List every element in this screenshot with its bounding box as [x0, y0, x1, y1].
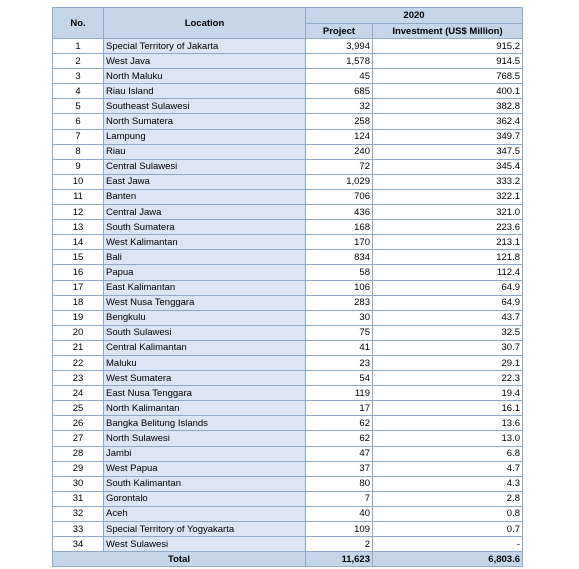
row-location: Riau — [104, 144, 306, 159]
row-location: Maluku — [104, 355, 306, 370]
row-investment: 349.7 — [373, 129, 523, 144]
table-row — [53, 280, 523, 295]
row-location: West Java — [104, 54, 306, 69]
row-location: West Nusa Tenggara — [104, 295, 306, 310]
row-number: 30 — [53, 476, 104, 491]
row-location: Bali — [104, 250, 306, 265]
header-investment: Investment (US$ Million) — [373, 24, 523, 39]
row-location: South Sulawesi — [104, 325, 306, 340]
investment-table — [52, 7, 523, 567]
row-project: 1,578 — [306, 54, 373, 69]
row-number: 25 — [53, 401, 104, 416]
row-number: 12 — [53, 205, 104, 220]
row-project: 80 — [306, 476, 373, 491]
row-investment: 0.7 — [373, 522, 523, 537]
table-row — [53, 295, 523, 310]
row-investment: 768.5 — [373, 69, 523, 84]
row-investment: 4.3 — [373, 476, 523, 491]
row-number: 21 — [53, 340, 104, 355]
table-row — [53, 144, 523, 159]
row-number: 23 — [53, 371, 104, 386]
row-location: East Kalimantan — [104, 280, 306, 295]
row-investment: 0.8 — [373, 506, 523, 521]
row-number: 31 — [53, 491, 104, 506]
table-row — [53, 446, 523, 461]
header-no: No. — [53, 8, 104, 39]
row-investment: 2.8 — [373, 491, 523, 506]
row-project: 40 — [306, 506, 373, 521]
row-number: 2 — [53, 54, 104, 69]
table-row — [53, 84, 523, 99]
row-number: 10 — [53, 174, 104, 189]
row-number: 20 — [53, 325, 104, 340]
row-investment: 347.5 — [373, 144, 523, 159]
row-location: Bangka Belitung Islands — [104, 416, 306, 431]
row-investment: 345.4 — [373, 159, 523, 174]
row-investment: 13.0 — [373, 431, 523, 446]
table-row — [53, 69, 523, 84]
row-project: 3,994 — [306, 39, 373, 54]
table-header — [53, 8, 523, 39]
row-investment: 22.3 — [373, 371, 523, 386]
row-number: 32 — [53, 506, 104, 521]
row-investment: 223.6 — [373, 220, 523, 235]
row-location: Southeast Sulawesi — [104, 99, 306, 114]
row-number: 27 — [53, 431, 104, 446]
row-number: 7 — [53, 129, 104, 144]
row-number: 4 — [53, 84, 104, 99]
row-number: 17 — [53, 280, 104, 295]
total-project: 11,623 — [306, 552, 373, 567]
row-project: 283 — [306, 295, 373, 310]
row-project: 436 — [306, 205, 373, 220]
row-investment: 19.4 — [373, 386, 523, 401]
row-location: Central Sulawesi — [104, 159, 306, 174]
row-project: 258 — [306, 114, 373, 129]
row-location: West Sumatera — [104, 371, 306, 386]
table-row — [53, 54, 523, 69]
row-number: 18 — [53, 295, 104, 310]
row-location: Gorontalo — [104, 491, 306, 506]
row-project: 41 — [306, 340, 373, 355]
row-investment: 112.4 — [373, 265, 523, 280]
table-row — [53, 431, 523, 446]
row-number: 8 — [53, 144, 104, 159]
row-location: West Papua — [104, 461, 306, 476]
row-location: North Kalimantan — [104, 401, 306, 416]
row-project: 72 — [306, 159, 373, 174]
row-number: 29 — [53, 461, 104, 476]
row-investment: 915.2 — [373, 39, 523, 54]
row-investment: 322.1 — [373, 189, 523, 204]
row-number: 1 — [53, 39, 104, 54]
row-location: Banten — [104, 189, 306, 204]
table-row — [53, 220, 523, 235]
row-number: 24 — [53, 386, 104, 401]
table-row — [53, 340, 523, 355]
row-investment: 32.5 — [373, 325, 523, 340]
table-row — [53, 386, 523, 401]
table-row — [53, 174, 523, 189]
total-label: Total — [53, 552, 306, 567]
table-row — [53, 325, 523, 340]
header-project: Project — [306, 24, 373, 39]
row-investment: 382.8 — [373, 99, 523, 114]
row-project: 706 — [306, 189, 373, 204]
row-investment: 333.2 — [373, 174, 523, 189]
row-investment: 914.5 — [373, 54, 523, 69]
row-location: Riau Island — [104, 84, 306, 99]
row-project: 124 — [306, 129, 373, 144]
row-location: Special Territory of Jakarta — [104, 39, 306, 54]
row-project: 106 — [306, 280, 373, 295]
table-row — [53, 537, 523, 552]
row-number: 34 — [53, 537, 104, 552]
row-number: 33 — [53, 522, 104, 537]
row-investment: 362.4 — [373, 114, 523, 129]
table-row — [53, 189, 523, 204]
row-project: 7 — [306, 491, 373, 506]
row-number: 22 — [53, 355, 104, 370]
row-number: 19 — [53, 310, 104, 325]
row-project: 54 — [306, 371, 373, 386]
total-row — [53, 552, 523, 567]
row-project: 32 — [306, 99, 373, 114]
row-number: 16 — [53, 265, 104, 280]
row-number: 9 — [53, 159, 104, 174]
total-investment: 6,803.6 — [373, 552, 523, 567]
table-row — [53, 159, 523, 174]
row-location: West Kalimantan — [104, 235, 306, 250]
row-project: 119 — [306, 386, 373, 401]
row-number: 15 — [53, 250, 104, 265]
row-number: 26 — [53, 416, 104, 431]
row-investment: - — [373, 537, 523, 552]
row-location: East Jawa — [104, 174, 306, 189]
row-project: 62 — [306, 431, 373, 446]
row-investment: 321.0 — [373, 205, 523, 220]
row-investment: 400.1 — [373, 84, 523, 99]
row-investment: 121.8 — [373, 250, 523, 265]
row-number: 28 — [53, 446, 104, 461]
row-number: 5 — [53, 99, 104, 114]
row-number: 13 — [53, 220, 104, 235]
row-investment: 4.7 — [373, 461, 523, 476]
row-location: Special Territory of Yogyakarta — [104, 522, 306, 537]
row-number: 11 — [53, 189, 104, 204]
table-row — [53, 401, 523, 416]
header-year: 2020 — [306, 8, 523, 24]
table-row — [53, 250, 523, 265]
row-location: Papua — [104, 265, 306, 280]
row-project: 240 — [306, 144, 373, 159]
row-investment: 213.1 — [373, 235, 523, 250]
row-project: 58 — [306, 265, 373, 280]
table-row — [53, 39, 523, 54]
row-project: 62 — [306, 416, 373, 431]
row-project: 17 — [306, 401, 373, 416]
row-location: Jambi — [104, 446, 306, 461]
row-location: South Kalimantan — [104, 476, 306, 491]
row-location: North Sulawesi — [104, 431, 306, 446]
row-location: North Maluku — [104, 69, 306, 84]
table-body — [53, 39, 523, 552]
row-location: South Sumatera — [104, 220, 306, 235]
row-project: 170 — [306, 235, 373, 250]
row-location: Aceh — [104, 506, 306, 521]
table-row — [53, 205, 523, 220]
row-project: 1,029 — [306, 174, 373, 189]
row-project: 685 — [306, 84, 373, 99]
row-location: East Nusa Tenggara — [104, 386, 306, 401]
table-row — [53, 129, 523, 144]
row-location: Central Kalimantan — [104, 340, 306, 355]
table-row — [53, 491, 523, 506]
row-investment: 29.1 — [373, 355, 523, 370]
row-project: 168 — [306, 220, 373, 235]
table-footer — [53, 552, 523, 567]
table-row — [53, 114, 523, 129]
row-project: 47 — [306, 446, 373, 461]
table-row — [53, 310, 523, 325]
row-project: 45 — [306, 69, 373, 84]
row-location: Bengkulu — [104, 310, 306, 325]
row-investment: 13.6 — [373, 416, 523, 431]
header-location: Location — [104, 8, 306, 39]
table-row — [53, 506, 523, 521]
row-project: 30 — [306, 310, 373, 325]
table-row — [53, 461, 523, 476]
table-row — [53, 235, 523, 250]
row-investment: 64.9 — [373, 280, 523, 295]
row-investment: 64.9 — [373, 295, 523, 310]
row-investment: 30.7 — [373, 340, 523, 355]
row-location: Central Jawa — [104, 205, 306, 220]
row-project: 23 — [306, 355, 373, 370]
row-location: West Sulawesi — [104, 537, 306, 552]
table-row — [53, 355, 523, 370]
table-row — [53, 99, 523, 114]
row-number: 14 — [53, 235, 104, 250]
table-row — [53, 416, 523, 431]
row-location: Lampung — [104, 129, 306, 144]
table-row — [53, 522, 523, 537]
row-investment: 6.8 — [373, 446, 523, 461]
row-location: North Sumatera — [104, 114, 306, 129]
row-project: 75 — [306, 325, 373, 340]
row-number: 3 — [53, 69, 104, 84]
row-investment: 43.7 — [373, 310, 523, 325]
row-investment: 16.1 — [373, 401, 523, 416]
row-project: 834 — [306, 250, 373, 265]
row-project: 2 — [306, 537, 373, 552]
table-row — [53, 476, 523, 491]
row-number: 6 — [53, 114, 104, 129]
table-row — [53, 265, 523, 280]
table-row — [53, 371, 523, 386]
row-project: 109 — [306, 522, 373, 537]
row-project: 37 — [306, 461, 373, 476]
